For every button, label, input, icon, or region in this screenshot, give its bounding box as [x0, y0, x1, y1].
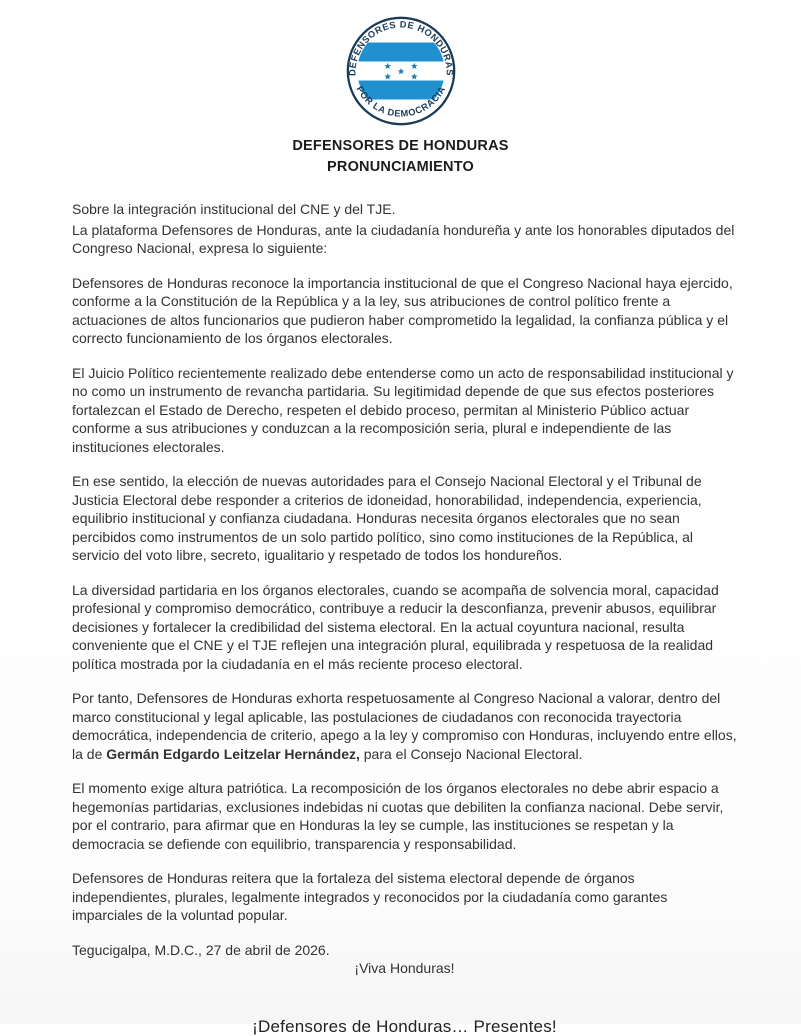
closing-slogan: ¡Defensores de Honduras… Presentes!: [72, 1018, 737, 1036]
document-body: [0, 178, 801, 1036]
nominee-name: Germán Edgardo Leitzelar Hernández,: [106, 746, 360, 762]
paragraph-diversidad-partidaria: La diversidad partidaria en los órganos electorales, cuando se acompaña de solvencia moral, capacidad profesional y compromiso democrático, contribuye a reducir la desconfianza, prevenir abusos, equilibrar decisiones y fortalecer la credibilidad del sistema electoral. En la actual coyuntura nacional, resulta conveniente que el CNE y el TJE reflejen una integración plural, equilibrada y respetuosa de la realidad política mostrada por la ciudadanía en el más reciente proceso electoral.: [72, 581, 737, 674]
exhortacion-text-before: Por tanto, Defensores de Honduras exhorta respetuosamente al Congreso Nacional a valorar, dentro del marco constitucional y legal aplicable, las postulaciones de ciudadanos con reconocida trayectoria democrática, independencia de criterio, apego a la ley y compromiso con Honduras, incluyendo entre ellos, la de: [72, 690, 737, 762]
logo-arc-top-text: DEFENSORES DE HONDURAS: [347, 19, 454, 76]
logo-arc-bottom-text: POR LA DEMOCRACIA: [354, 84, 447, 118]
honduras-flag-icon: [353, 43, 448, 100]
document-title: [0, 136, 801, 178]
paragraph-exhortacion: [72, 689, 737, 763]
defensores-de-honduras-logo-icon: [344, 14, 458, 128]
paragraph-subject: Sobre la integración institucional del CNE y del TJE.: [72, 200, 737, 219]
viva-honduras-line: ¡Viva Honduras!: [72, 959, 737, 978]
title-organization: DEFENSORES DE HONDURAS: [0, 136, 801, 157]
paragraph-eleccion-autoridades: En ese sentido, la elección de nuevas autoridades para el Consejo Nacional Electoral y el Tribunal de Justicia Electoral debe responder a criterios de idoneidad, honorabilidad, independencia, experiencia, equilibrio institucional y confianza ciudadana. Honduras necesita órganos electorales que no sean percibidos como instrumentos de un solo partido político, sino como instituciones de la República, al servicio del voto libre, secreto, igualitario y respetado de todos los hondureños.: [72, 472, 737, 565]
paragraph-reiteracion: Defensores de Honduras reitera que la fortaleza del sistema electoral depende de órganos independientes, plurales, legalmente integrados y reconocidos por la ciudadanía como garantes imparciales de la voluntad popular.: [72, 869, 737, 925]
paragraph-recognition: Defensores de Honduras reconoce la importancia institucional de que el Congreso Nacional haya ejercido, conforme a la Constitución de la República y a la ley, sus atribuciones de control político frente a actuaciones de altos funcionarios que pudieron haber comprometido la legalidad, la confianza pública y el correcto funcionamiento de los órganos electorales.: [72, 274, 737, 348]
paragraph-juicio-politico: El Juicio Político recientemente realizado debe entenderse como un acto de responsabilidad institucional y no como un instrumento de revancha partidaria. Su legitimidad depende de que sus efectos posteriores fortalezcan el Estado de Derecho, respeten el debido proceso, permitan al Ministerio Público actuar conforme a sus atribuciones y conduzcan a la recomposición seria, plural e independiente de las instituciones electorales.: [72, 364, 737, 457]
paragraph-momento-patriotico: El momento exige altura patriótica. La recomposición de los órganos electorales no debe abrir espacio a hegemonías partidarias, exclusiones indebidas ni cuotas que debiliten la confianza nacional. Debe servir, por el contrario, para afirmar que en Honduras la ley se cumple, las instituciones se respetan y la democracia se defiende con equilibrio, transparencia y responsabilidad.: [72, 779, 737, 853]
exhortacion-text-after: para el Consejo Nacional Electoral.: [360, 746, 583, 762]
paragraph-platform-intro: La plataforma Defensores de Honduras, ante la ciudadanía hondureña y ante los honorables diputados del Congreso Nacional, expresa lo siguiente:: [72, 221, 737, 258]
title-type: PRONUNCIAMIENTO: [0, 157, 801, 178]
dateline: Tegucigalpa, M.D.C., 27 de abril de 2026.: [72, 941, 737, 960]
logo-container: [0, 14, 801, 128]
